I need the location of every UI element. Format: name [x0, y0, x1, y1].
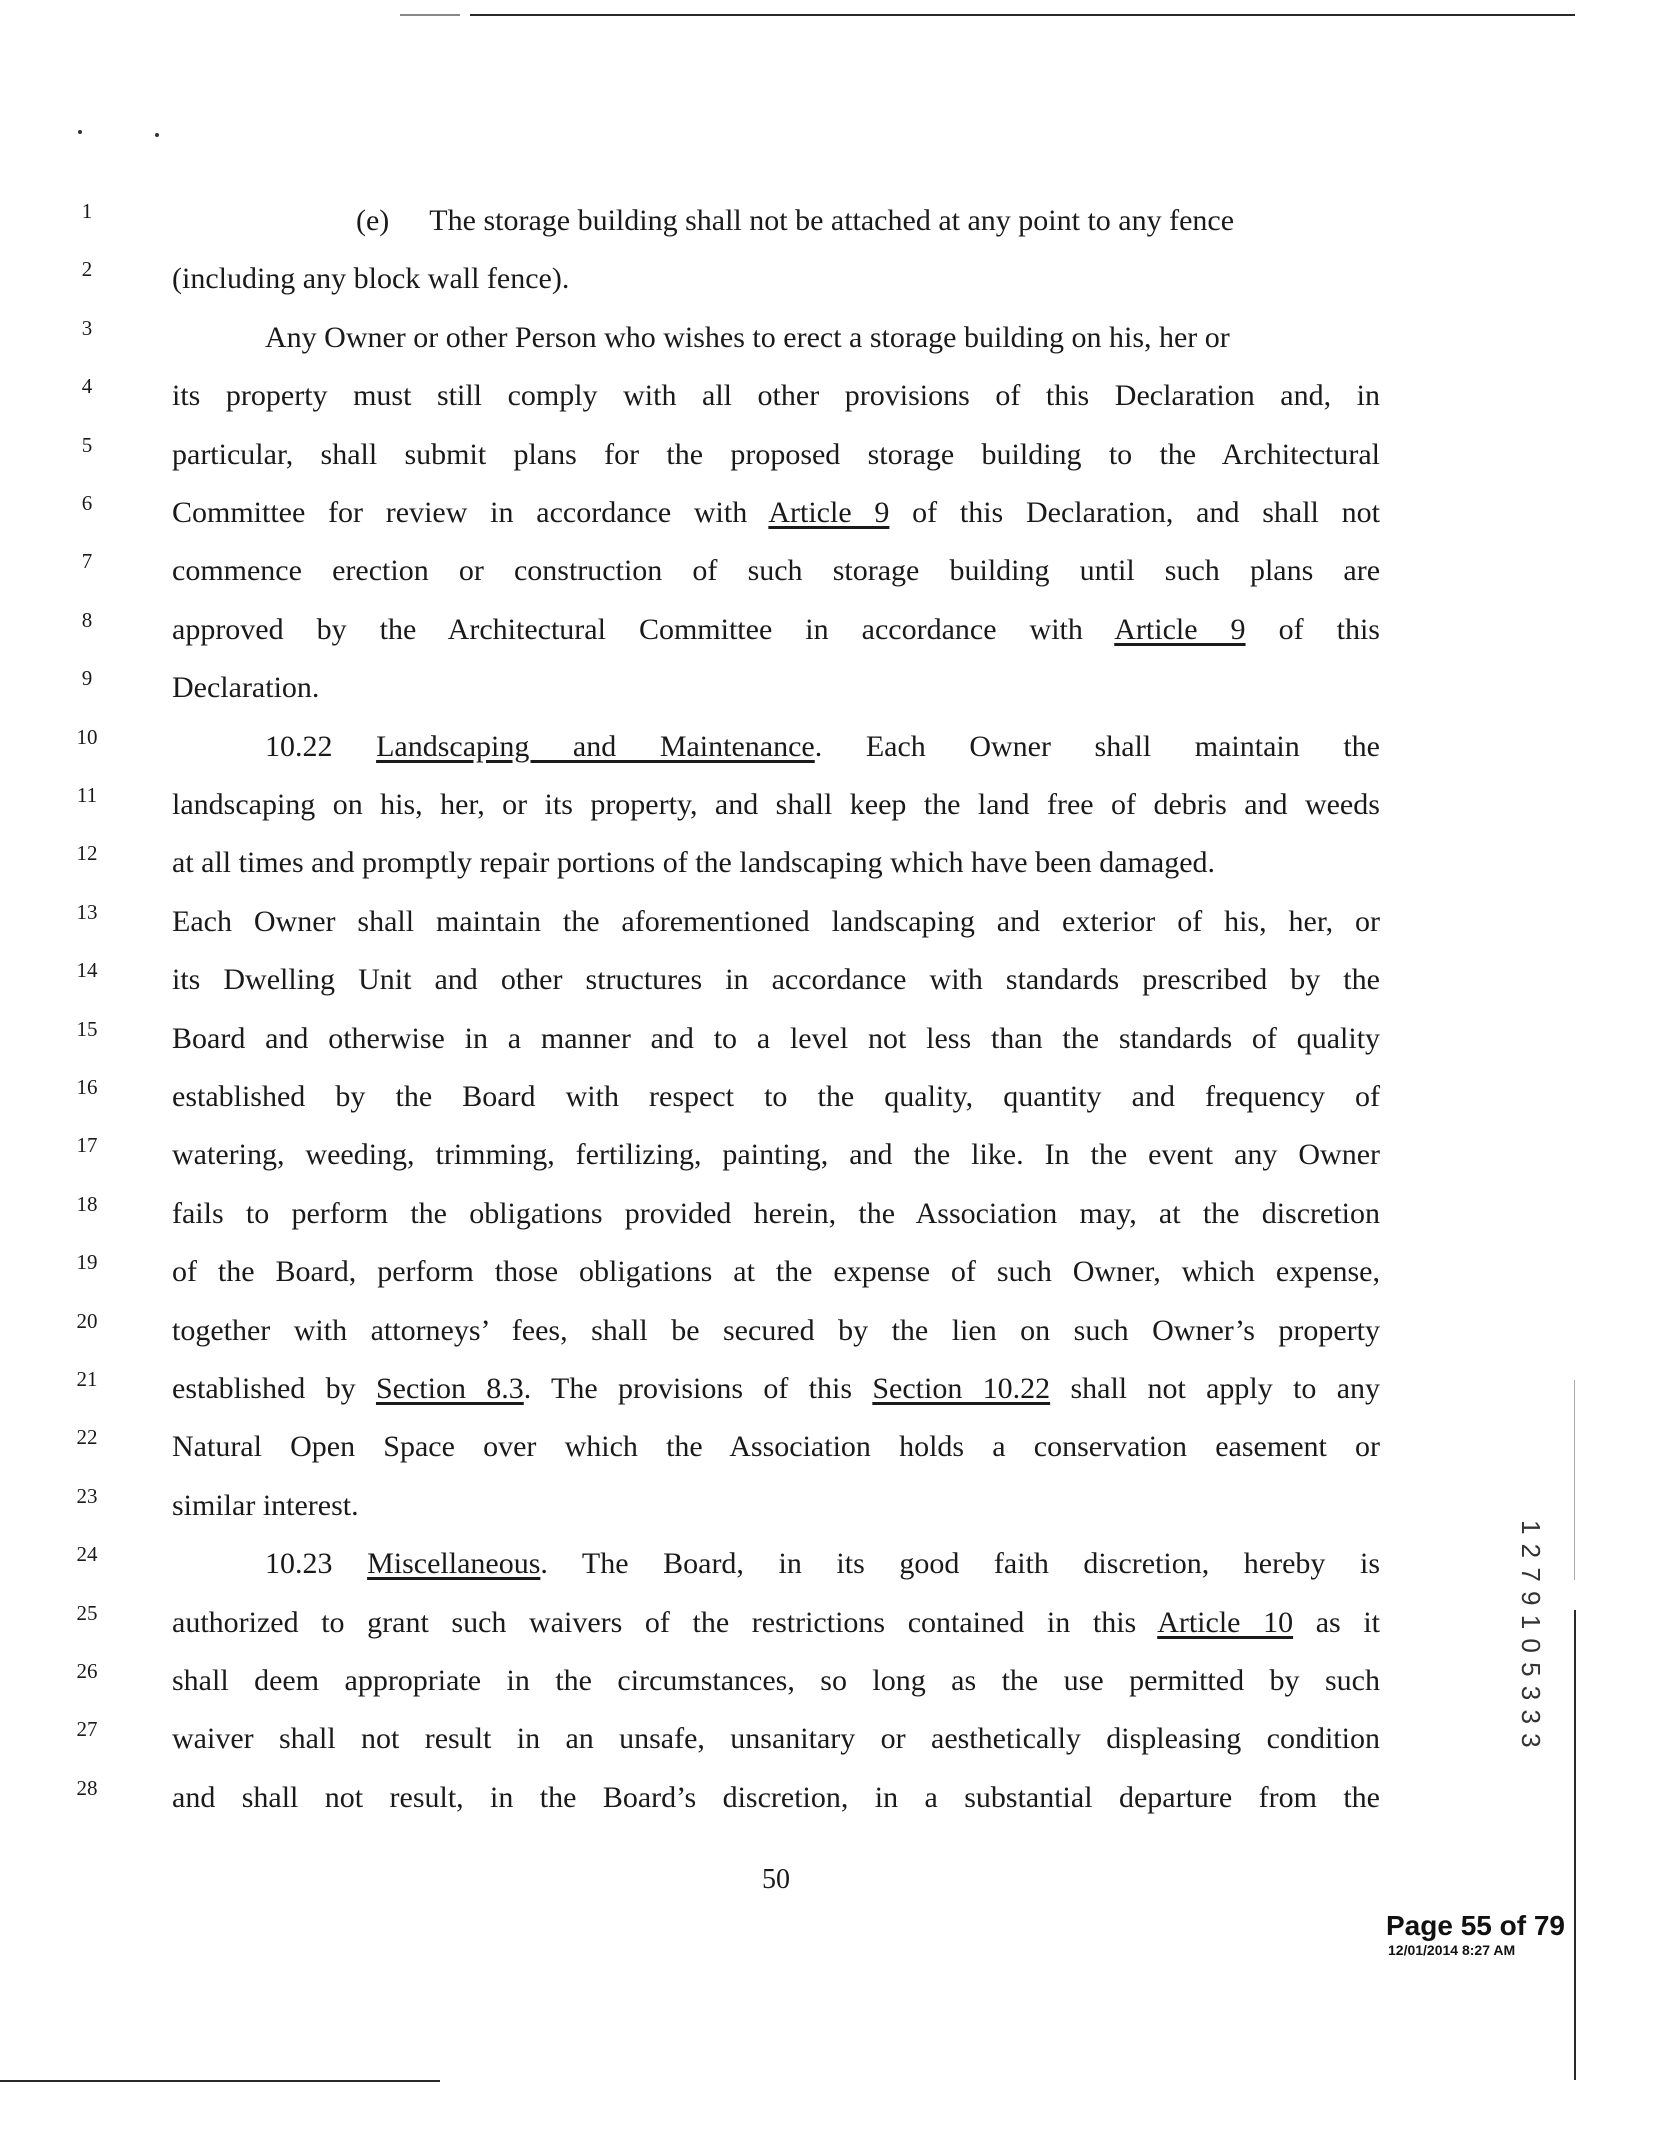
text-line-25 [172, 1603, 1380, 1643]
scan-right-dots [1574, 1380, 1575, 1580]
text-line-18 [172, 1194, 1380, 1234]
line-number: 2 [81, 257, 93, 281]
line-text: and shall not result, in the Board’s discretion, in a substantial departure from the [172, 1781, 1380, 1814]
line-number: 28 [76, 1776, 98, 1800]
line-text: its property must still comply with all other provisions of this Declaration and, in [172, 379, 1380, 412]
text-line-16 [172, 1077, 1380, 1117]
line-number: 23 [76, 1484, 98, 1508]
line-text: of this Declaration, and shall not [912, 496, 1380, 529]
line-number: 12 [76, 841, 98, 865]
text-line-22 [172, 1427, 1380, 1467]
line-number: 24 [76, 1542, 98, 1566]
line-text: Natural Open Space over which the Association holds a conservation easement or [172, 1430, 1381, 1463]
line-text: of the Board, perform those obligations at the expense of such Owner, which expense, [172, 1255, 1380, 1288]
text-line-17 [172, 1135, 1380, 1175]
line-number: 13 [76, 900, 98, 924]
page-number: 50 [762, 1864, 790, 1895]
line-text: authorized to grant such waivers of the restrictions contained in this [172, 1606, 1137, 1639]
line-number: 10 [76, 725, 98, 749]
line-number: 26 [76, 1659, 98, 1683]
text-line-28 [172, 1778, 1380, 1818]
text-line-12 [172, 843, 1215, 883]
line-text: shall not apply to any [1070, 1372, 1381, 1405]
section-heading: Landscaping and Maintenance [376, 730, 815, 763]
line-number: 20 [76, 1309, 98, 1333]
text-line-23 [172, 1486, 359, 1526]
line-number: 8 [81, 608, 93, 632]
text-line-19 [172, 1252, 1380, 1292]
text-line-2 [172, 259, 569, 299]
line-text: together with attorneys’ fees, shall be secured by the lien on such Owner’s property [172, 1314, 1380, 1347]
line-text: . The provisions of this [523, 1372, 852, 1405]
text-line-8 [172, 610, 1380, 650]
text-line-4 [172, 376, 1380, 416]
line-number: 7 [81, 549, 93, 573]
text-line-24 [265, 1544, 1380, 1584]
scan-right-rule [1574, 1610, 1576, 2080]
line-text: particular, shall submit plans for the proposed storage building to the Architectural [172, 438, 1381, 471]
line-text: of this [1278, 613, 1380, 646]
line-text: commence erection or construction of such storage building until such plans are [172, 554, 1381, 587]
list-marker: (e) [356, 204, 390, 237]
line-number: 21 [76, 1367, 98, 1391]
line-text: watering, weeding, trimming, fertilizing, painting, and the like. In the event any Owner [172, 1138, 1381, 1171]
text-line-20 [172, 1311, 1380, 1351]
section-number: 10.22 [265, 730, 333, 763]
scan-top-dash [400, 14, 460, 16]
line-number: 15 [76, 1017, 98, 1041]
line-text: established by the Board with respect to the quality, quantity and frequency of [172, 1080, 1381, 1113]
line-number: 22 [76, 1425, 98, 1449]
article-reference: Article 10 [1157, 1606, 1294, 1639]
line-text: . The Board, in its good faith discretion, hereby is [540, 1547, 1381, 1580]
line-text: established by [172, 1372, 356, 1405]
text-line-1 [356, 201, 1234, 241]
line-text: similar interest. [172, 1489, 359, 1522]
article-reference: Article 9 [1114, 613, 1246, 646]
text-line-21 [172, 1369, 1380, 1409]
line-text: landscaping on his, her, or its property, and shall keep the land free of debris and weeds [172, 788, 1380, 821]
section-reference: Section 8.3 [375, 1372, 524, 1405]
section-reference: Section 10.22 [872, 1372, 1051, 1405]
recorder-page-count: Page 55 of 79 [1386, 1910, 1565, 1941]
text-line-5 [172, 435, 1380, 475]
text-line-7 [172, 551, 1380, 591]
line-text: Any Owner or other Person who wishes to erect a storage building on his, her or [265, 321, 1230, 354]
line-number: 3 [81, 316, 93, 340]
document-id-text: 1 2 7 9 1 0 5 3 3 3 [1516, 1520, 1546, 1749]
text-line-3 [265, 318, 1230, 358]
text-line-10 [265, 727, 1380, 767]
line-text: fails to perform the obligations provided herein, the Association may, at the discretion [172, 1197, 1381, 1230]
line-text: Declaration. [172, 671, 320, 704]
text-line-14 [172, 960, 1380, 1000]
section-heading: Miscellaneous [367, 1547, 541, 1580]
line-number: 6 [81, 491, 93, 515]
line-number: 9 [81, 666, 93, 690]
document-id-stamp [1508, 1520, 1548, 1780]
line-number: 5 [81, 433, 93, 457]
line-text: Committee for review in accordance with [172, 496, 748, 529]
scan-dot [78, 130, 82, 134]
line-text: as it [1315, 1606, 1380, 1639]
article-reference: Article 9 [768, 496, 890, 529]
line-number: 18 [76, 1192, 98, 1216]
line-text: approved by the Architectural Committee in accordance with [172, 613, 1083, 646]
line-text: shall deem appropriate in the circumstances, so long as the use permitted by such [172, 1664, 1380, 1697]
text-line-6 [172, 493, 1380, 533]
line-number: 16 [76, 1075, 98, 1099]
line-text: Each Owner shall maintain the aforementioned landscaping and exterior of his, her, or [172, 905, 1381, 938]
line-text: The storage building shall not be attached at any point to any fence [429, 204, 1235, 237]
line-number: 19 [76, 1250, 98, 1274]
line-number: 25 [76, 1601, 98, 1625]
scan-dot [155, 133, 159, 137]
line-number: 17 [76, 1133, 98, 1157]
line-text: at all times and promptly repair portions of the landscaping which have been damaged. [172, 846, 1216, 879]
line-number: 27 [76, 1717, 98, 1741]
line-number: 11 [76, 783, 98, 807]
scan-bottom-rule [0, 2080, 440, 2082]
recorder-stamp [1386, 1910, 1565, 1958]
text-line-26 [172, 1661, 1380, 1701]
text-line-15 [172, 1019, 1380, 1059]
text-line-13 [172, 902, 1380, 942]
scan-top-rule [470, 14, 1575, 16]
text-line-11 [172, 785, 1380, 825]
line-text: (including any block wall fence). [172, 262, 570, 295]
line-number: 4 [81, 374, 93, 398]
recorder-timestamp: 12/01/2014 8:27 AM [1388, 1942, 1516, 1958]
section-number: 10.23 [265, 1547, 333, 1580]
line-number: 14 [76, 958, 98, 982]
line-number: 1 [81, 199, 93, 223]
line-text: Board and otherwise in a manner and to a level not less than the standards of quality [172, 1022, 1381, 1055]
line-text: waiver shall not result in an unsafe, unsanitary or aesthetically displeasing condition [172, 1722, 1380, 1755]
line-text: its Dwelling Unit and other structures in accordance with standards prescribed by the [172, 963, 1380, 996]
line-text: . Each Owner shall maintain the [814, 730, 1380, 763]
text-line-9 [172, 668, 319, 708]
text-line-27 [172, 1719, 1380, 1759]
